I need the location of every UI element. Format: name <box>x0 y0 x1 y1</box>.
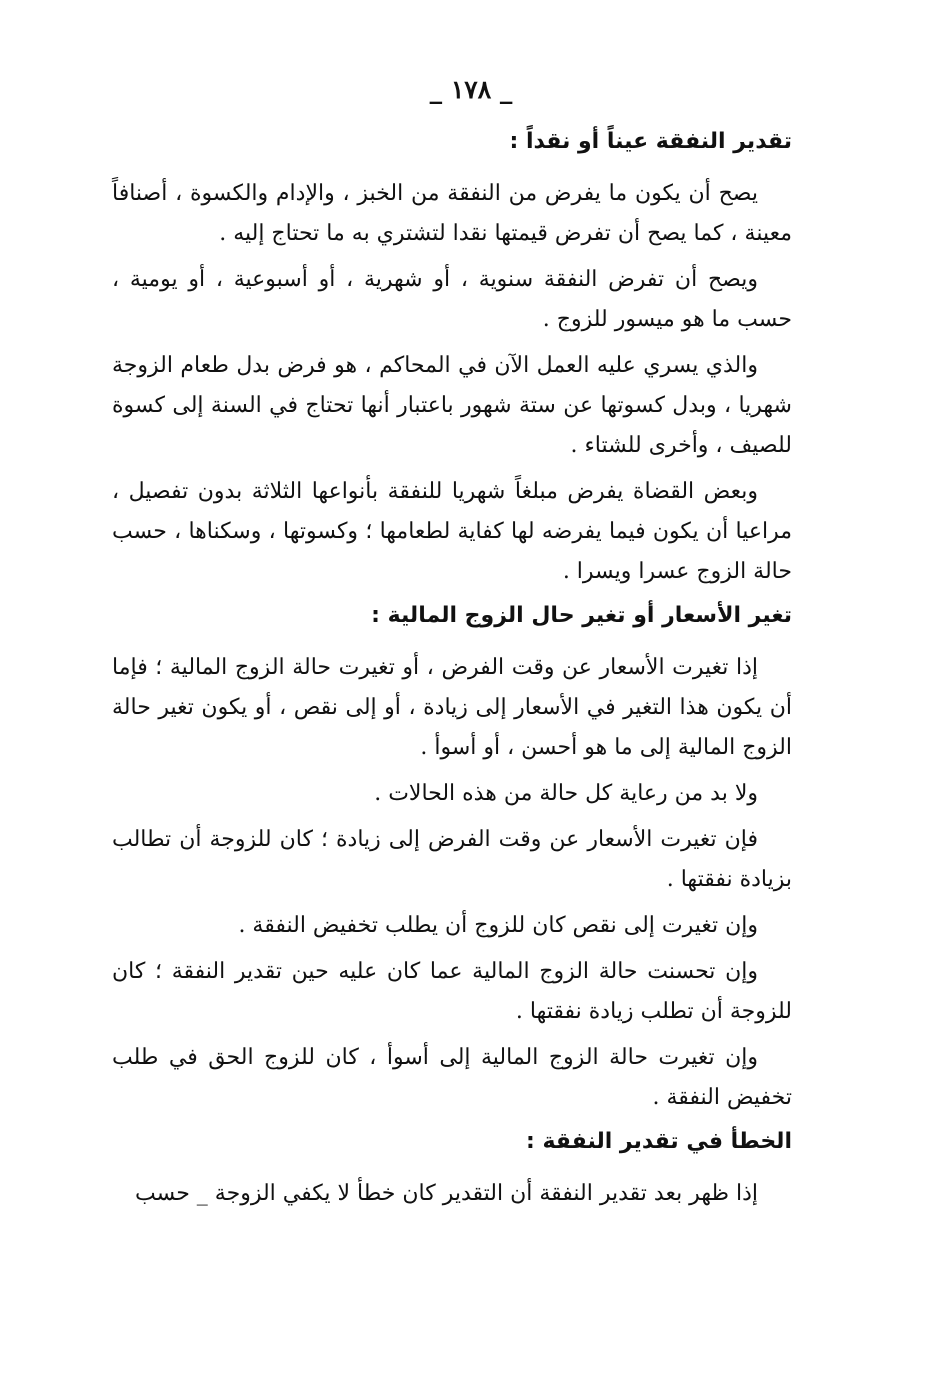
section-heading: تغير الأسعار أو تغير حال الزوج المالية : <box>371 603 792 628</box>
paragraph: إذا ظهر بعد تقدير النفقة أن التقدير كان خطأ لا يكفي الزوجة _ حسب <box>134 1181 758 1206</box>
section-estimation-error <box>112 1124 792 1214</box>
paragraph: ويصح أن تفرض النفقة سنوية ، أو شهرية ، أو أسبوعية ، أو يومية ، حسب ما هو ميسور للزوج . <box>112 267 792 332</box>
paragraph: إذا تغيرت الأسعار عن وقت الفرض ، أو تغيرت حالة الزوج المالية ؛ فإما أن يكون هذا التغير في الأسعار إلى زيادة ، أو إلى نقص ، أو يكون تغير حالة الزوج المالية إلى ما هو أحسن ، أو أسوأ . <box>112 655 792 760</box>
paragraph: وإن تحسنت حالة الزوج المالية عما كان عليه حين تقدير النفقة ؛ كان للزوجة أن تطلب زيادة نفقتها . <box>112 959 792 1024</box>
paragraph: فإن تغيرت الأسعار عن وقت الفرض إلى زيادة ؛ كان للزوجة أن تطالب بزيادة نفقتها . <box>112 827 792 892</box>
paragraph: يصح أن يكون ما يفرض من النفقة من الخبز ، والإدام والكسوة ، أصنافاً معينة ، كما يصح أن تفرض قيمتها نقدا لتشتري به ما تحتاج إليه . <box>112 181 792 246</box>
paragraph: وبعض القضاة يفرض مبلغاً شهريا للنفقة بأنواعها الثلاثة بدون تفصيل ، مراعيا أن يكون فيما يفرضه لها كفاية لطعامها ؛ وكسوتها ، وسكناها ، حسب حالة الزوج عسرا ويسرا . <box>112 479 792 584</box>
page-content <box>112 122 792 1220</box>
paragraph: وإن تغيرت إلى نقص كان للزوج أن يطلب تخفيض النفقة . <box>238 913 758 938</box>
paragraph: ولا بد من رعاية كل حالة من هذه الحالات . <box>374 781 758 806</box>
paragraph: والذي يسري عليه العمل الآن في المحاكم ، هو فرض بدل طعام الزوجة شهريا ، وبدل كسوتها عن ستة شهور باعتبار أنها تحتاج في السنة إلى كسوة للصيف ، وأخرى للشتاء . <box>112 353 792 458</box>
section-in-kind-or-cash <box>112 124 792 592</box>
section-heading: تقدير النفقة عيناً أو نقداً : <box>509 129 792 154</box>
section-heading: الخطأ في تقدير النفقة : <box>526 1129 792 1154</box>
section-price-change <box>112 598 792 1118</box>
page-number: _ ١٧٨ _ <box>429 75 513 104</box>
paragraph: وإن تغيرت حالة الزوج المالية إلى أسوأ ، كان للزوج الحق في طلب تخفيض النفقة . <box>112 1045 792 1110</box>
